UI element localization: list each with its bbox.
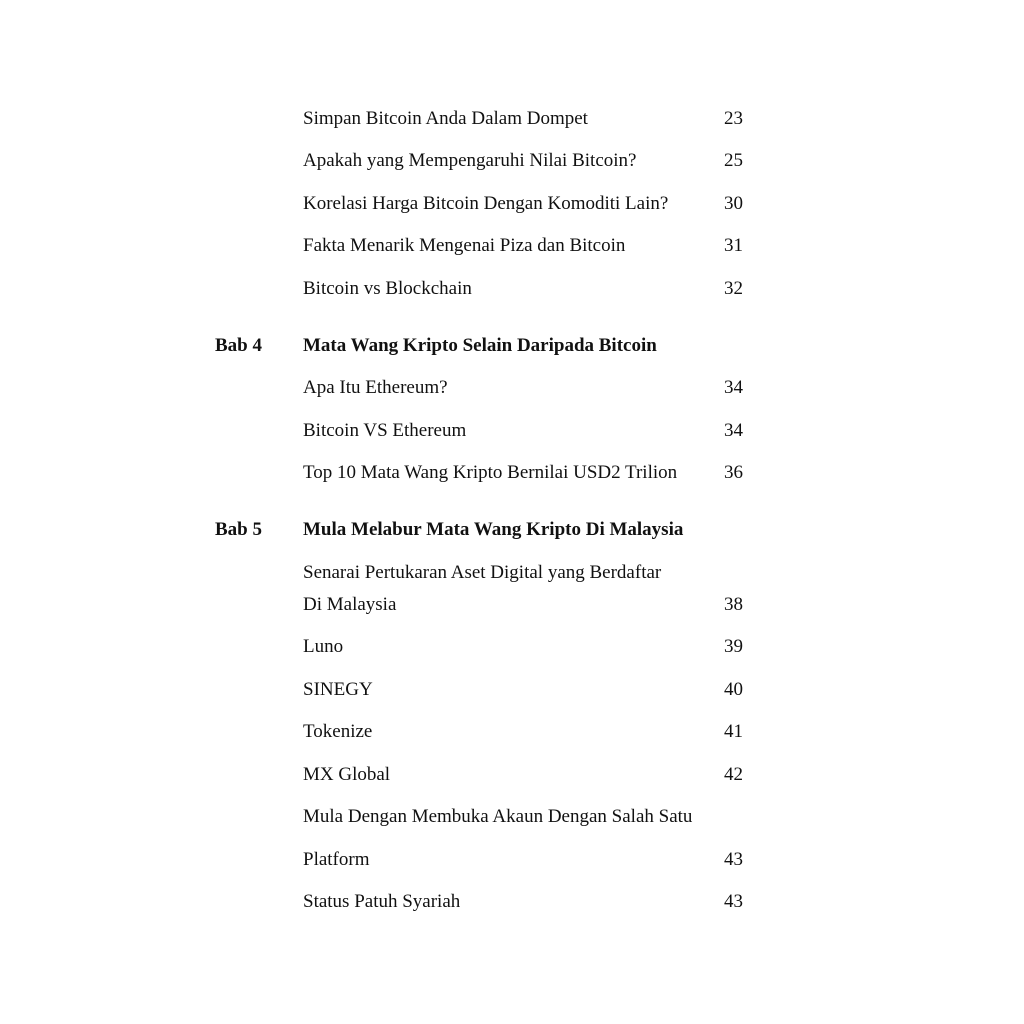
chapter-label: Bab 4 (215, 335, 262, 356)
toc-entry-title-line2: Di Malaysia (303, 594, 397, 615)
chapter-title: Mula Melabur Mata Wang Kripto Di Malaysia (303, 519, 684, 540)
toc-entry-page: 34 (724, 420, 743, 441)
toc-entry-page: 43 (724, 891, 743, 912)
toc-entry-title: Bitcoin vs Blockchain (303, 278, 472, 299)
toc-entry-title: Korelasi Harga Bitcoin Dengan Komoditi Lain? (303, 193, 669, 214)
toc-entry-title-line1: Senarai Pertukaran Aset Digital yang Berdaftar (303, 562, 662, 583)
toc-entry-page: 23 (724, 108, 743, 129)
toc-entry-title: Apakah yang Mempengaruhi Nilai Bitcoin? (303, 150, 637, 171)
toc-entry-title-line1: Mula Dengan Membuka Akaun Dengan Salah Satu (303, 806, 693, 827)
toc-entry-page: 36 (724, 462, 743, 483)
toc-entry-title: Luno (303, 636, 344, 657)
toc-entry-page: 32 (724, 278, 743, 299)
toc-entry-title: Apa Itu Ethereum? (303, 377, 448, 398)
chapter-title: Mata Wang Kripto Selain Daripada Bitcoin (303, 335, 657, 356)
toc-entry-title: Bitcoin VS Ethereum (303, 420, 467, 441)
toc-entry-page: 42 (724, 764, 743, 785)
toc-entry-page: 39 (724, 636, 743, 657)
toc-entry-title: Tokenize (303, 721, 373, 742)
toc-entry-page: 40 (724, 679, 743, 700)
toc-entry-page: 41 (724, 721, 743, 742)
toc-entry-title-line2: Platform (303, 849, 370, 870)
toc-entry-title: Fakta Menarik Mengenai Piza dan Bitcoin (303, 235, 626, 256)
toc-entry-title: Simpan Bitcoin Anda Dalam Dompet (303, 108, 588, 129)
toc-entry-page: 38 (724, 594, 743, 615)
toc-entry-title: MX Global (303, 764, 391, 785)
toc-entry-page: 34 (724, 377, 743, 398)
toc-entry-title: Status Patuh Syariah (303, 891, 461, 912)
toc-entry-page: 43 (724, 849, 743, 870)
toc-entry-page: 30 (724, 193, 743, 214)
toc-entry-page: 31 (724, 235, 743, 256)
toc-entry-title: Top 10 Mata Wang Kripto Bernilai USD2 Trilion (303, 462, 678, 483)
toc-entry-title: SINEGY (303, 679, 373, 700)
toc-entry-page: 25 (724, 150, 743, 171)
chapter-label: Bab 5 (215, 519, 262, 540)
